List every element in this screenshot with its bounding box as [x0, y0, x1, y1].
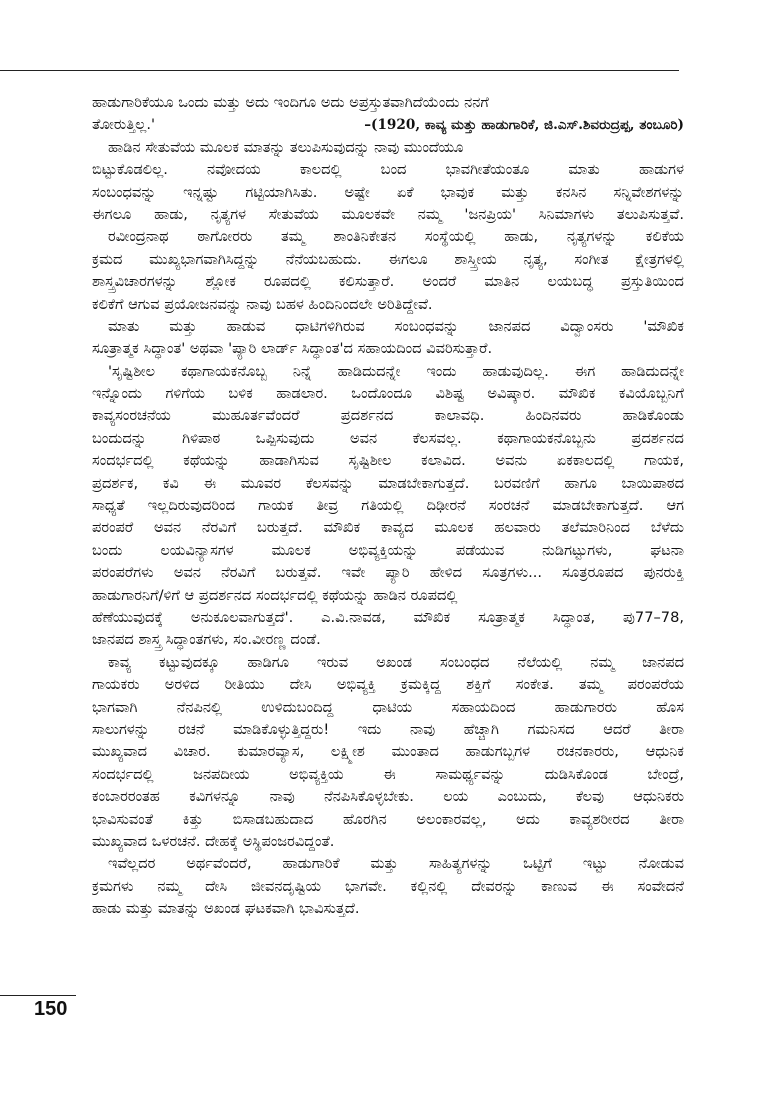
text-line [92, 405, 684, 427]
text-line [92, 719, 684, 741]
text-line [92, 204, 684, 226]
text-line-content: ಕಾವ್ಯಸಂರಚನೆಯ ಮುಹೂರ್ತವೆಂದರೆ ಪ್ರದರ್ಶನದ ಕಾಲಾವಧಿ. ಹಿಂದಿನವರು ಹಾಡಿಕೊಂಡು [92, 407, 684, 425]
text-line-content: ಬಂದು ಲಯವಿನ್ಯಾಸಗಳ ಮೂಲಕ ಅಭಿವ್ಯಕ್ತಿಯನ್ನು ಪಡೆಯುವ ನುಡಿಗಟ್ಟುಗಳು, ಘಟನಾ [92, 541, 684, 559]
text-line [92, 495, 684, 517]
text-line [92, 361, 684, 383]
text-line [92, 562, 684, 584]
text-line-content: ಹಾಡುಗಾರನಿಗೆ/ಳಿಗೆ ಆ ಪ್ರದರ್ಶನದ ಸಂದರ್ಭದಲ್ಲಿ ಕಥೆಯನ್ನು ಹಾಡಿನ ರೂಪದಲ್ಲಿ [92, 586, 458, 604]
text-line-content: ಸೂತ್ರಾತ್ಮಕ ಸಿದ್ಧಾಂತ' ಅಥವಾ 'ಪ್ಯಾರಿ ಲಾರ್ಡ್ ಸಿದ್ಧಾಂತ'ದ ಸಹಾಯದಿಂದ ವಿವರಿಸುತ್ತಾರೆ. [92, 340, 493, 358]
text-line [92, 674, 684, 696]
text-line-content: ಬಿಟ್ಟುಕೊಡಲಿಲ್ಲ. ನವೋದಯ ಕಾಲದಲ್ಲಿ ಬಂದ ಭಾವಗೀತೆಯಂತೂ ಮಾತು ಹಾಡುಗಳ [92, 161, 684, 179]
text-line [92, 226, 684, 248]
text-line-content: ಈಗಲೂ ಹಾಡು, ನೃತ್ಯಗಳ ಸೇತುವೆಯ ಮೂಲಕವೇ ನಮ್ಮ 'ಜನಪ್ರಿಯ' ಸಿನಿಮಾಗಳು ತಲುಪಿಸುತ್ತವೆ. [92, 205, 684, 223]
text-line [92, 786, 684, 808]
text-line [92, 182, 684, 204]
text-line-content: ಭಾವಿಸುವಂತೆ ಕಿತ್ತು ಬಿಸಾಡಬಹುದಾದ ಹೊರಗಿನ ಅಲಂಕಾರವಲ್ಲ, ಅದು ಕಾವ್ಯಶರೀರದ ತೀರಾ [92, 810, 684, 828]
text-line [92, 316, 684, 338]
text-line [92, 607, 684, 629]
text-line [92, 517, 684, 539]
text-line [92, 764, 684, 786]
text-line [92, 853, 684, 875]
text-line-content: ಹಾಡು ಮತ್ತು ಮಾತನ್ನು ಅಖಂಡ ಘಟಕವಾಗಿ ಭಾವಿಸುತ್ತದೆ. [92, 900, 360, 918]
text-line [92, 652, 684, 674]
text-line [92, 338, 684, 360]
footer-rule [0, 995, 76, 996]
text-line [92, 294, 684, 316]
text-line-content: ಭಾಗವಾಗಿ ನೆನಪಿನಲ್ಲಿ ಉಳಿದುಬಂದಿದ್ದ ಧಾಟಿಯ ಸಹಾಯದಿಂದ ಹಾಡುಗಾರರು ಹೊಸ [92, 698, 684, 716]
text-line-content: ಕ್ರಮಗಳು ನಮ್ಮ ದೇಸಿ ಜೀವನದೃಷ್ಟಿಯ ಭಾಗವೇ. ಕಲ್ಲಿನಲ್ಲಿ ದೇವರನ್ನು ಕಾಣುವ ಈ ಸಂವೇದನೆ [92, 877, 684, 895]
text-line-content: ಇವೆಲ್ಲದರ ಅರ್ಥವೆಂದರೆ, ಹಾಡುಗಾರಿಕೆ ಮತ್ತು ಸಾಹಿತ್ಯಗಳನ್ನು ಒಟ್ಟಿಗೆ ಇಟ್ಟು ನೋಡುವ [108, 855, 684, 873]
header-rule [0, 70, 679, 71]
text-line [92, 271, 684, 293]
text-line [92, 898, 684, 920]
text-line-content: ಹಾಡಿನ ಸೇತುವೆಯ ಮೂಲಕ ಮಾತನ್ನು ತಲುಪಿಸುವುದನ್ನು ನಾವು ಮುಂದೆಯೂ [108, 138, 464, 156]
text-line-content: ಹೆಣೆಯುವುದಕ್ಕೆ ಅನುಕೂಲವಾಗುತ್ತದೆ'. ಎ.ವಿ.ನಾವಡ, ಮೌಖಿಕ ಸೂತ್ರಾತ್ಮಕ ಸಿದ್ಧಾಂತ, ಪು77–78, [92, 608, 684, 626]
text-line-content: ಸಂದರ್ಭದಲ್ಲಿ ಕಥೆಯನ್ನು ಹಾಡಾಗಿಸುವ ಸೃಷ್ಟಿಶೀಲ ಕಲಾವಿದ. ಅವನು ಏಕಕಾಲದಲ್ಲಿ ಗಾಯಕ, [92, 452, 684, 470]
text-line-content: ಪರಂಪರೆ ಅವನ ನೆರವಿಗೆ ಬರುತ್ತದೆ. ಮೌಖಿಕ ಕಾವ್ಯದ ಮೂಲಕ ಹಲವಾರು ತಲೆಮಾರಿನಿಂದ ಬೆಳೆದು [92, 519, 684, 537]
text-line-content: ಪರಂಪರೆಗಳು ಅವನ ನೆರವಿಗೆ ಬರುತ್ತವೆ. ಇವೇ ಪ್ಯಾರಿ ಹೇಳಿದ ಸೂತ್ರಗಳು... ಸೂತ್ರರೂಪದ ಪುನರುಕ್ತಿ [92, 564, 684, 582]
text-line-content: ಸಂದರ್ಭದಲ್ಲಿ ಜನಪದೀಯ ಅಭಿವ್ಯಕ್ತಿಯ ಈ ಸಾಮರ್ಥ್ಯವನ್ನು ದುಡಿಸಿಕೊಂಡ ಬೇಂದ್ರೆ, [92, 765, 684, 783]
text-line-content: ಜಾನಪದ ಶಾಸ್ತ್ರ ಸಿದ್ಧಾಂತಗಳು, ಸಂ.ವೀರಣ್ಣ ದಂಡೆ. [92, 631, 321, 649]
text-line-content: ಕಾವ್ಯ ಕಟ್ಟುವುದಕ್ಕೂ ಹಾಡಿಗೂ ಇರುವ ಅಖಂಡ ಸಂಬಂಧದ ನೆಲೆಯಲ್ಲಿ ನಮ್ಮ ಜಾನಪದ [108, 653, 684, 671]
page-number: 150 [34, 998, 68, 1020]
text-line-content: ಪ್ರದರ್ಶಕ, ಕವಿ ಈ ಮೂವರ ಕೆಲಸವನ್ನು ಮಾಡಬೇಕಾಗುತ್ತದೆ. ಬರವಣಿಗೆ ಹಾಗೂ ಬಾಯಿಪಾಠದ [92, 474, 684, 492]
text-line-content: ಇನ್ನೊಂದು ಗಳಿಗೆಯ ಬಳಿಕ ಹಾಡಲಾರ. ಒಂದೊಂದೂ ವಿಶಿಷ್ಟ ಅವಿಷ್ಕಾರ. ಮೌಖಿಕ ಕವಿಯೊಬ್ಬನಿಗೆ [92, 385, 684, 403]
text-line-content: ಕಲಿಕೆಗೆ ಆಗುವ ಪ್ರಯೋಜನವನ್ನು ನಾವು ಬಹಳ ಹಿಂದಿನಿಂದಲೇ ಅರಿತಿದ್ದೇವೆ. [92, 295, 433, 313]
text-line-content: ಸಾಧ್ಯತೆ ಇಲ್ಲದಿರುವುದರಿಂದ ಗಾಯಕ ತೀವ್ರ ಗತಿಯಲ್ಲಿ ದಿಢೀರನೆ ಸಂರಚನೆ ಮಾಡಬೇಕಾಗುತ್ತದೆ. ಆಗ [92, 497, 684, 515]
text-line [92, 809, 684, 831]
text-line-content: ಕಂಬಾರರಂತಹ ಕವಿಗಳನ್ನೂ ನಾವು ನೆನಪಿಸಿಕೊಳ್ಳಬೇಕು. ಲಯ ಎಂಬುದು, ಕೆಲವು ಆಧುನಿಕರು [92, 788, 684, 806]
text-line [92, 383, 684, 405]
text-line [92, 114, 684, 136]
text-line [92, 159, 684, 181]
text-line-content: ಮಾತು ಮತ್ತು ಹಾಡುವ ಧಾಟಿಗಳಿಗಿರುವ ಸಂಬಂಧವನ್ನು ಜಾನಪದ ವಿದ್ವಾಂಸರು 'ಮೌಖಿಕ [108, 317, 684, 335]
text-line-content: ಕ್ರಮದ ಮುಖ್ಯಭಾಗವಾಗಿಸಿದ್ದನ್ನು ನೆನೆಯಬಹುದು. ಈಗಲೂ ಶಾಸ್ತ್ರೀಯ ನೃತ್ಯ, ಸಂಗೀತ ಕ್ಷೇತ್ರಗಳಲ್ಲಿ [92, 250, 684, 268]
text-line-content: ಗಾಯಕರು ಅರಳಿದ ರೀತಿಯು ದೇಸಿ ಅಭಿವ್ಯಕ್ತಿ ಕ್ರಮಕ್ಕಿದ್ದ ಶಕ್ತಿಗೆ ಸಂಕೇತ. ತಮ್ಮ ಪರಂಪರೆಯ [92, 676, 684, 694]
text-line-content: ಮುಖ್ಯವಾದ ಒಳರಚನೆ. ದೇಹಕ್ಕೆ ಅಸ್ಥಿಪಂಜರವಿದ್ದಂತೆ. [92, 832, 335, 850]
citation: –(1920, ಕಾವ್ಯ ಮತ್ತು ಹಾಡುಗಾರಿಕೆ, ಜಿ.ಎಸ್.ಶಿವರುದ್ರಪ್ಪ, ತಂಬೂರಿ) [364, 117, 684, 134]
text-line [92, 585, 684, 607]
text-line [92, 540, 684, 562]
text-line [92, 876, 684, 898]
text-line-content: 'ಸೃಷ್ಟಿಶೀಲ ಕಥಾಗಾಯಕನೊಬ್ಬ ನಿನ್ನೆ ಹಾಡಿದುದನ್ನೇ ಇಂದು ಹಾಡುವುದಿಲ್ಲ. ಈಗ ಹಾಡಿದುದನ್ನೇ [108, 362, 684, 380]
text-line [92, 137, 684, 159]
text-line [92, 741, 684, 763]
text-line [92, 473, 684, 495]
text-line-content: ಶಾಸ್ತ್ರವಿಚಾರಗಳನ್ನು ಶ್ಲೋಕ ರೂಪದಲ್ಲಿ ಕಲಿಸುತ್ತಾರೆ. ಅಂದರೆ ಮಾತಿನ ಲಯಬದ್ಧ ಪ್ರಸ್ತುತಿಯಿಂದ [92, 273, 684, 291]
text-line-content: ಸಂಬಂಧವನ್ನು ಇನ್ನಷ್ಟು ಗಟ್ಟಿಯಾಗಿಸಿತು. ಅಷ್ಟೇ ಏಕೆ ಭಾವುಕ ಮತ್ತು ಕನಸಿನ ಸನ್ನಿವೇಶಗಳನ್ನು [92, 183, 684, 201]
text-line [92, 831, 684, 853]
text-line-content: ಸಾಲುಗಳನ್ನು ರಚನೆ ಮಾಡಿಕೊಳ್ಳುತ್ತಿದ್ದರು! ಇದು ನಾವು ಹೆಚ್ಚಾಗಿ ಗಮನಿಸದ ಆದರೆ ತೀರಾ [92, 720, 684, 738]
text-line [92, 697, 684, 719]
text-line [92, 249, 684, 271]
body-text [92, 92, 684, 920]
text-line [92, 92, 684, 114]
text-line-content: ಬಂದುದನ್ನು ಗಿಳಿಪಾಠ ಒಪ್ಪಿಸುವುದು ಅವನ ಕೆಲಸವಲ್ಲ. ಕಥಾಗಾಯಕನೊಬ್ಬನು ಪ್ರದರ್ಶನದ [92, 429, 684, 447]
text-line-content: ಮುಖ್ಯವಾದ ವಿಚಾರ. ಕುಮಾರವ್ಯಾಸ, ಲಕ್ಷ್ಮೀಶ ಮುಂತಾದ ಹಾಡುಗಬ್ಬಗಳ ರಚನಕಾರರು, ಆಧುನಿಕ [92, 743, 684, 761]
text-line-content: ಹಾಡುಗಾರಿಕೆಯೂ ಒಂದು ಮತ್ತು ಅದು ಇಂದಿಗೂ ಅದು ಅಪ್ರಸ್ತುತವಾಗಿದೆಯೆಂದು ನನಗೆ [92, 94, 489, 111]
text-line [92, 428, 684, 450]
text-line [92, 629, 684, 651]
text-line-content: ತೋರುತ್ತಿಲ್ಲ.' [92, 116, 156, 134]
text-line [92, 450, 684, 472]
text-line-content: ರವೀಂದ್ರನಾಥ ಠಾಗೋರರು ತಮ್ಮ ಶಾಂತಿನಿಕೇತನ ಸಂಸ್ಥೆಯಲ್ಲಿ ಹಾಡು, ನೃತ್ಯಗಳನ್ನು ಕಲಿಕೆಯ [108, 228, 684, 246]
